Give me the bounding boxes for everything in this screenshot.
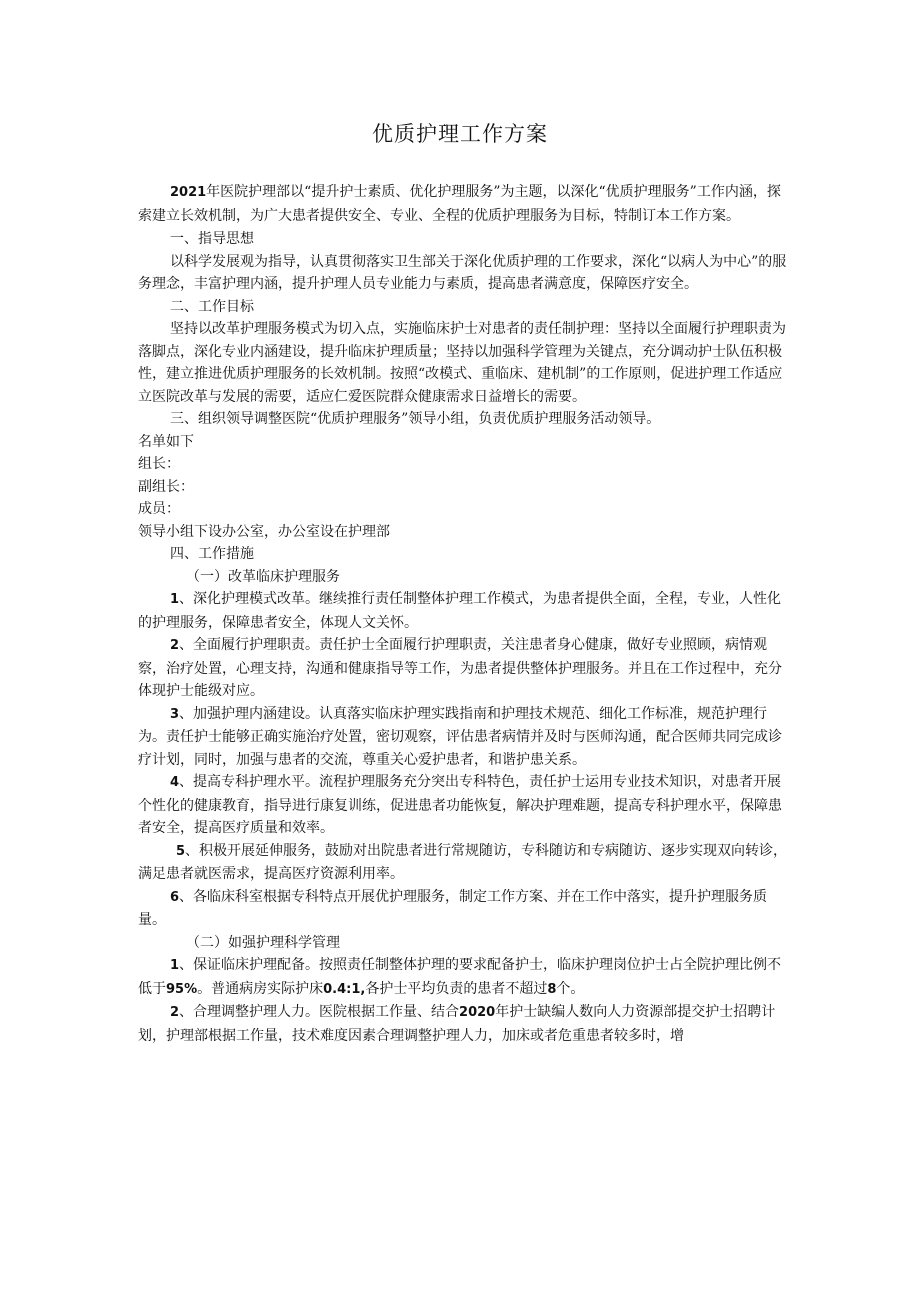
section-heading-1: 一、指导思想: [170, 231, 254, 247]
item-text: 、提高专科护理水平。流程护理服务充分突出专科特色，责任护士运用专业技术知识，对患者开展个性化的健康教育，指导进行康复训练，促进患者功能恢复，解决护理难题，提高专科护理水平，保障患者安全，提高医疗质量和效率。: [138, 774, 782, 836]
item-text: 、全面履行护理职责。责任护士全面履行护理职责，关注患者身心健康，做好专业照顾，病情观察，治疗处置，心理支持，沟通和健康指导等工作，为患者提供整体护理服务。并且在工作过程中，充分体现护士能级对应。: [138, 637, 782, 699]
item-number: 4: [170, 775, 180, 790]
section-body-1: 以科学发展观为指导，认真贯彻落实卫生部关于深化优质护理的工作要求，深化“以病人为中心”的服务理念，丰富护理内涵，提升护理人员专业能力与素质，提高患者满意度，保障医疗安全。: [138, 253, 787, 292]
intro-text: 年医院护理部以“提升护士素质、优化护理服务”为主题，以深化“优质护理服务”工作内涵，探索建立长效机制，为广大患者提供安全、专业、全程的优质护理服务为目标，特制订本工作方案。: [138, 184, 781, 224]
page-title: 优质护理工作方案: [372, 122, 548, 146]
item-text: 、积极开展延伸服务，鼓励对出院患者进行常规随访，专科随访和专病随访、逐步实现双向转诊，满足患者就医需求，提高医疗资源利用率。: [138, 842, 788, 882]
item-number: 2: [170, 1005, 180, 1020]
item-number: 3: [170, 706, 180, 722]
deputy-line: 副组长：: [138, 478, 194, 495]
item-text: 、各临床科室根据专科特点开展优护理服务，制定工作方案、并在工作中落实，提升护理服务质量。: [138, 888, 768, 928]
members-line: 成员：: [138, 501, 180, 517]
management-item-1: [138, 954, 790, 1001]
item-text: 、保证临床护理配备。按照责任制整体护理的要求配备护士，临床护理岗位护士占全院护理比例不低于: [138, 957, 782, 997]
item-number: 2: [170, 638, 180, 653]
subsection-heading-2: （二）如强护理科学管理: [186, 934, 340, 951]
leader-line: 组长：: [138, 456, 180, 472]
item-value: 2020: [459, 1005, 496, 1020]
item-number: 6: [170, 889, 180, 905]
item-number: 5: [176, 843, 186, 859]
section-heading-3: 三、组织领导调整医院“优质护理服务”领导小组，负责优质护理服务活动领导。: [170, 411, 661, 427]
item-value: 0.4:1,: [323, 981, 366, 997]
measure-item-1: [138, 588, 790, 634]
item-number: 1: [170, 592, 180, 607]
list-label: 名单如下: [138, 433, 194, 450]
item-text: 、合理调整护理人力。医院根据工作量、结合: [179, 1004, 460, 1020]
management-item-2: [138, 1001, 790, 1047]
section-heading-4: 四、工作措施: [170, 546, 254, 562]
item-number: 1: [170, 958, 180, 973]
measure-item-5: [138, 840, 790, 886]
measure-item-3: [138, 703, 790, 772]
measure-item-2: [138, 634, 790, 703]
intro-paragraph: [138, 181, 790, 227]
subsection-heading-1: （一）改革临床护理服务: [186, 568, 340, 585]
measure-item-4: [138, 771, 790, 840]
document-body: [138, 181, 790, 1047]
section-body-2: 坚持以改革护理服务模式为切入点，实施临床护士对患者的责任制护理：坚持以全面履行护理职责为落脚点，深化专业内涵建设，提升临床护理质量；坚持以加强科学管理为关键点，充分调动护士队伍积极性，建立推进优质护理服务的长效机制。按照“改模式、重临床、建机制”的工作原则，促进护理工作适应立医院改革与发展的需要，适应仁爱医院群众健康需求日益增长的需要。: [138, 321, 786, 405]
item-text: 、深化护理模式改革。继续推行责任制整体护理工作模式，为患者提供全面，全程，专业，人性化的护理服务，保障患者安全，体现人文关怀。: [138, 591, 782, 631]
item-text: 年护士缺编人数向人力资源部提交护士招聘计划，护理部根据工作量，技术难度因素合理调整护理人力，加床或者危重患者较多时，增: [138, 1004, 776, 1044]
measure-item-6: [138, 886, 790, 932]
intro-year: 2021: [170, 185, 207, 200]
item-value: 95%: [166, 981, 198, 997]
item-text: 、加强护理内涵建设。认真落实临床护理实践指南和护理技术规范、细化工作标准，规范护理行为。责任护士能够正确实施治疗处置，密切观察，评估患者病情并及时与医师沟通，配合医师共同完成诊疗计划，同时，加强与患者的交流，尊重关心爱护患者，和谐护患关系。: [138, 705, 782, 768]
office-line: 领导小组下设办公室，办公室设在护理部: [138, 523, 390, 540]
section-heading-2: 二、工作目标: [170, 298, 254, 315]
item-text: 各护士平均负责的患者不超过: [365, 980, 548, 997]
item-text: 个。: [556, 980, 585, 997]
item-value: 8: [547, 981, 557, 997]
item-text: 。普通病房实际护床: [197, 980, 324, 997]
